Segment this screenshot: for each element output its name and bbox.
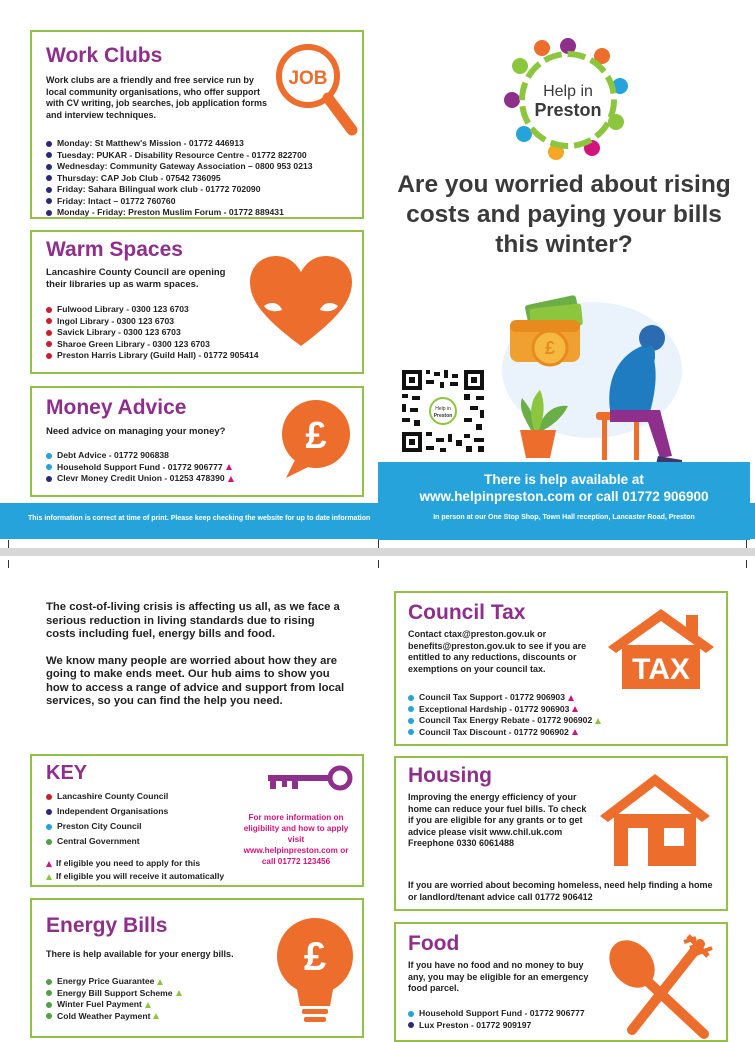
intro-para1: The cost-of-living crisis is affecting us all, as we face a serious reduction in living standards due to rising costs including fuel, energy bills and food.	[46, 601, 340, 640]
money-advice-title: Money Advice	[46, 396, 187, 419]
list-item: Debt Advice - 01772 906838	[46, 450, 234, 462]
warm-spaces-list	[46, 304, 259, 362]
list-item: Sharoe Green Library - 0300 123 6703	[46, 339, 259, 351]
housing-extra: If you are worried about becoming homeless, need help finding a home or landlord/tenant advice call 01772 906412	[408, 880, 713, 902]
tax-text: TAX	[632, 653, 690, 686]
list-item: Council Tax Support - 01772 906903	[408, 692, 601, 704]
list-item: Friday: Intact – 01772 760760	[46, 196, 313, 208]
page-fold	[0, 548, 755, 556]
logo-line1: Help in	[543, 83, 593, 100]
crop-mark	[746, 560, 747, 568]
help-line3: In person at our One Stop Shop, Town Hall reception, Lancaster Road, Preston	[433, 514, 695, 521]
list-item: Household Support Fund - 01772 906777	[46, 462, 234, 474]
pound-text: £	[305, 415, 327, 457]
list-item: Clevr Money Credit Union - 01253 478390	[46, 473, 234, 485]
list-item: Ingol Library - 0300 123 6703	[46, 316, 259, 328]
key-box	[30, 754, 364, 887]
key-title: KEY	[46, 762, 88, 784]
energy-bills-list	[46, 976, 182, 1022]
list-item: Lancashire County Council	[46, 789, 168, 804]
energy-bills-title: Energy Bills	[46, 914, 168, 937]
council-tax-list	[408, 692, 601, 738]
council-tax-desc: Contact ctax@preston.gov.uk or benefits@preston.gov.uk to see if you are entitled to any reductions, discounts or exemptions on your council tax.	[408, 629, 587, 674]
list-item: Savick Library - 0300 123 6703	[46, 327, 259, 339]
list-item: Fulwood Library - 0300 123 6703	[46, 304, 259, 316]
list-item: Council Tax Discount - 01772 906902	[408, 727, 601, 739]
qr-caption-line2: Preston	[433, 413, 453, 419]
work-clubs-box	[30, 30, 364, 219]
crop-mark	[378, 540, 379, 548]
list-item: Council Tax Energy Rebate - 01772 906902	[408, 715, 601, 727]
auto-legend: If eligible you will receive it automatically	[46, 870, 224, 883]
qr-caption-line1: Help in	[435, 406, 451, 412]
pound-speech-icon	[278, 396, 354, 482]
energy-bills-desc: There is help available for your energy bills.	[46, 949, 234, 959]
list-item: Winter Fuel Payment	[46, 999, 182, 1011]
crop-mark	[378, 560, 379, 568]
council-tax-title: Council Tax	[408, 601, 526, 624]
spoon-fork-icon	[604, 934, 718, 1038]
heart-hands-icon	[246, 254, 356, 350]
list-item: Wednesday: Community Gateway Association – 0800 953 0213	[46, 161, 313, 173]
footer-disclaimer: This information is correct at time of print. Please keep checking the website for up to date information	[28, 515, 371, 522]
money-advice-box	[30, 386, 364, 497]
key-legend	[46, 857, 224, 883]
key-list	[46, 789, 168, 849]
food-list	[408, 1008, 585, 1031]
job-text: JOB	[288, 68, 328, 89]
list-item: Exceptional Hardship - 01772 906903	[408, 704, 601, 716]
list-item: Friday: Sahara Bilingual work club - 01772 702090	[46, 184, 313, 196]
warm-spaces-desc: Lancashire County Council are opening their libraries up as warm spaces.	[46, 267, 226, 290]
headline: Are you worried about rising costs and paying your bills this winter?	[397, 171, 731, 258]
money-advice-desc: Need advice on managing your money?	[46, 426, 226, 437]
crop-mark	[8, 560, 9, 568]
list-item: Household Support Fund - 01772 906777	[408, 1008, 585, 1020]
energy-bills-box	[30, 898, 364, 1038]
list-item: Cold Weather Payment	[46, 1011, 182, 1023]
list-item: Monday: St Matthew's Mission - 01772 446913	[46, 138, 313, 150]
food-box	[394, 922, 728, 1042]
help-band	[378, 462, 750, 540]
list-item: Monday - Friday: Preston Muslim Forum - 01772 889431	[46, 207, 313, 219]
lightbulb-pound-icon	[274, 914, 356, 1026]
list-item: Lux Preston - 01772 909197	[408, 1020, 585, 1032]
list-item: Energy Bill Support Scheme	[46, 988, 182, 1000]
housing-title: Housing	[408, 764, 492, 787]
magnifier-job-icon	[268, 40, 360, 140]
svg-text:£: £	[544, 338, 556, 358]
key-icon	[262, 764, 354, 794]
list-item: Central Government	[46, 834, 168, 849]
list-item: Independent Organisations	[46, 804, 168, 819]
house-icon	[594, 770, 716, 868]
food-title: Food	[408, 932, 460, 955]
housing-box	[394, 756, 728, 911]
money-advice-list	[46, 450, 234, 485]
warm-spaces-title: Warm Spaces	[46, 238, 183, 261]
apply-legend: If eligible you need to apply for this	[46, 857, 224, 870]
help-in-preston-logo	[498, 30, 638, 170]
qr-code[interactable]	[400, 368, 486, 454]
intro-para2: We know many people are worried about how they are going to make ends meet. Our hub aims to show you how to access a range of advice and support from local services, so you can find the help you need.	[46, 654, 345, 707]
help-line2[interactable]: www.helpinpreston.com or call 01772 906900	[419, 489, 709, 504]
energy-pound-text: £	[303, 935, 327, 979]
logo-line2: Preston	[534, 100, 602, 120]
list-item: Tuesday: PUKAR - Disability Resource Centre - 01772 822700	[46, 150, 313, 162]
key-note: For more information on eligibility and how to apply visit www.helpinpreston.com or call 01772 123456	[243, 813, 349, 866]
housing-desc: Improving the energy efficiency of your home can reduce your fuel bills. To check if you are eligible for any grants or to get advice please visit www.chil.uk.com Freephone 0330 6061488	[408, 792, 587, 848]
warm-spaces-box	[30, 230, 364, 374]
work-clubs-list	[46, 138, 313, 219]
work-clubs-desc: Work clubs are a friendly and free service run by local community organisations, who offer support with CV writing, job searches, job application forms and interview techniques.	[46, 75, 268, 120]
list-item: Energy Price Guarantee	[46, 976, 182, 988]
food-desc: If you have no food and no money to buy any, you may be eligible for an emergency food parcel.	[408, 960, 589, 993]
list-item: Preston City Council	[46, 819, 168, 834]
intro-block	[46, 601, 346, 709]
council-tax-box	[394, 591, 728, 746]
help-line1: There is help available at	[484, 472, 644, 487]
list-item: Thursday: CAP Job Club - 07542 736095	[46, 173, 313, 185]
crop-mark	[746, 540, 747, 548]
list-item: Preston Harris Library (Guild Hall) - 01772 905414	[46, 350, 259, 362]
work-clubs-title: Work Clubs	[46, 44, 163, 67]
house-tax-icon	[604, 605, 718, 691]
crop-mark	[8, 540, 9, 548]
worried-person-illustration	[492, 280, 732, 466]
